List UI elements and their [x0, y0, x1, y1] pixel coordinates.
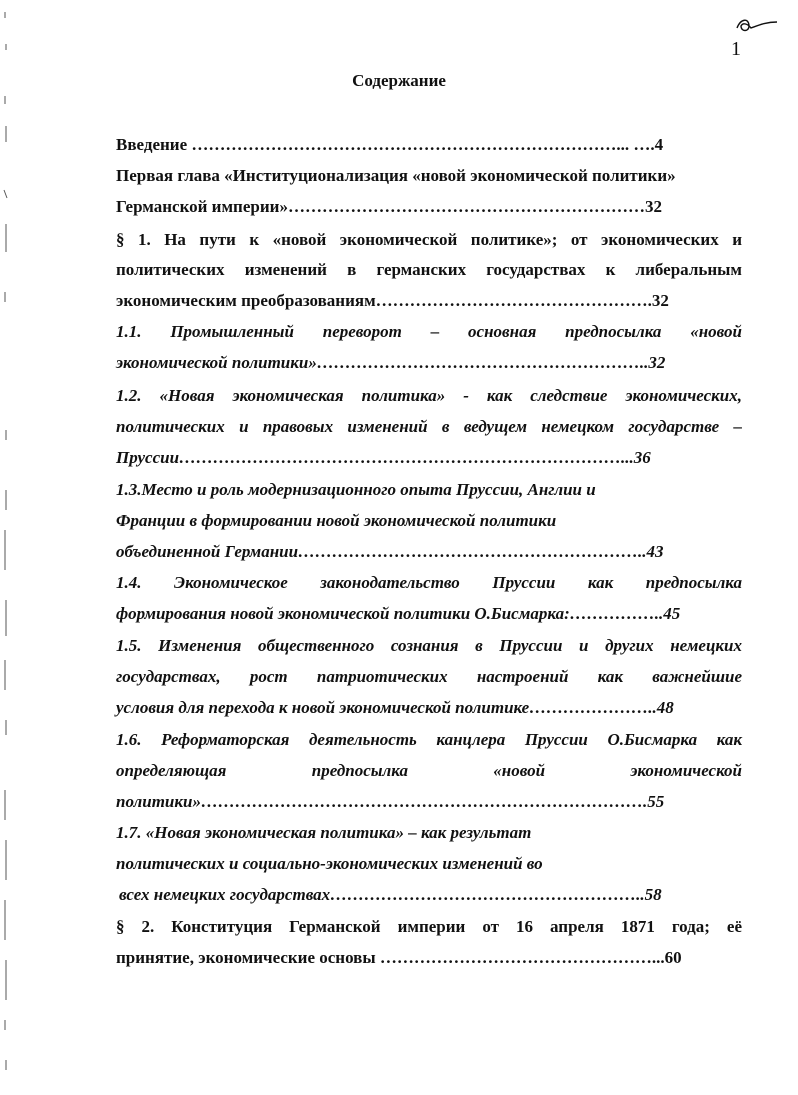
toc-entry-section-1-line-2: политических изменений в германских государствах к либеральным: [116, 260, 742, 279]
toc-entry-1-4-line-2: формирования новой экономической политики О.Бисмарка:……………..45: [116, 604, 681, 623]
toc-entry-1-2-line-3: Пруссии……………………………………………………………………...36: [116, 448, 651, 467]
toc-entry-1-2-line-1: 1.2. «Новая экономическая политика» - как следствие экономических,: [116, 386, 742, 405]
toc-entry-section-1-line-1: § 1. На пути к «новой экономической политике»; от экономических и: [116, 230, 742, 249]
toc-entry-chapter-1-line-2: Германской империи»………………………………………………………32: [116, 197, 662, 216]
toc-entry-1-7-line-2: политических и социально-экономических изменений во: [116, 854, 543, 873]
toc-entry-1-3-line-3: объединенной Германии……………………………………………………..43: [116, 542, 664, 561]
handwritten-mark: [735, 14, 779, 36]
toc-entry-1-7-line-3: всех немецких государствах………………………………………………..58: [119, 885, 662, 904]
toc-entry-1-1-line-2: экономической политики»…………………………………………………..32: [116, 353, 666, 372]
toc-entry-1-5-line-3: условия для перехода к новой экономической политике…………………..48: [116, 698, 674, 717]
toc-entry-section-2-line-2: принятие, экономические основы …………………………………………...60: [116, 948, 682, 967]
page-title: Содержание: [352, 71, 446, 90]
toc-entry-1-5-line-1: 1.5. Изменения общественного сознания в Пруссии и других немецких: [116, 636, 742, 655]
toc-entry-1-3-line-2: Франции в формировании новой экономической политики: [116, 511, 557, 530]
toc-entry-1-6-line-3: политики»…………………………………………………………………….55: [116, 792, 665, 811]
toc-entry-1-6-line-1: 1.6. Реформаторская деятельность канцлера Пруссии О.Бисмарка как: [116, 730, 742, 749]
scan-edge-marks: [0, 0, 22, 1095]
toc-entry-1-5-line-2: государствах, рост патриотических настроений как важнейшие: [116, 667, 742, 686]
toc-entry-chapter-1-line-1: Первая глава «Институционализация «новой экономической политики»: [116, 166, 676, 185]
page-number: 1: [731, 38, 741, 60]
toc-entry-1-4-line-1: 1.4. Экономическое законодательство Пруссии как предпосылка: [116, 573, 742, 592]
toc-entry-1-7-line-1: 1.7. «Новая экономическая политика» – как результат: [116, 823, 532, 842]
toc-entry-section-2-line-1: § 2. Конституция Германской империи от 16 апреля 1871 года; её: [116, 917, 742, 936]
toc-entry-1-6-line-2: определяющая предпосылка «новой экономической: [116, 761, 742, 780]
toc-entry-section-1-line-3: экономическим преобразованиям………………………………………….32: [116, 291, 669, 310]
toc-entry-1-3-line-1: 1.3.Место и роль модернизационного опыта Пруссии, Англии и: [116, 480, 596, 499]
toc-entry-1-1-line-1: 1.1. Промышленный переворот – основная предпосылка «новой: [116, 322, 742, 341]
toc-entry-1-2-line-2: политических и правовых изменений в ведущем немецком государстве –: [116, 417, 742, 436]
toc-entry-intro: Введение …………………………………………………………………... ….4: [116, 135, 664, 154]
